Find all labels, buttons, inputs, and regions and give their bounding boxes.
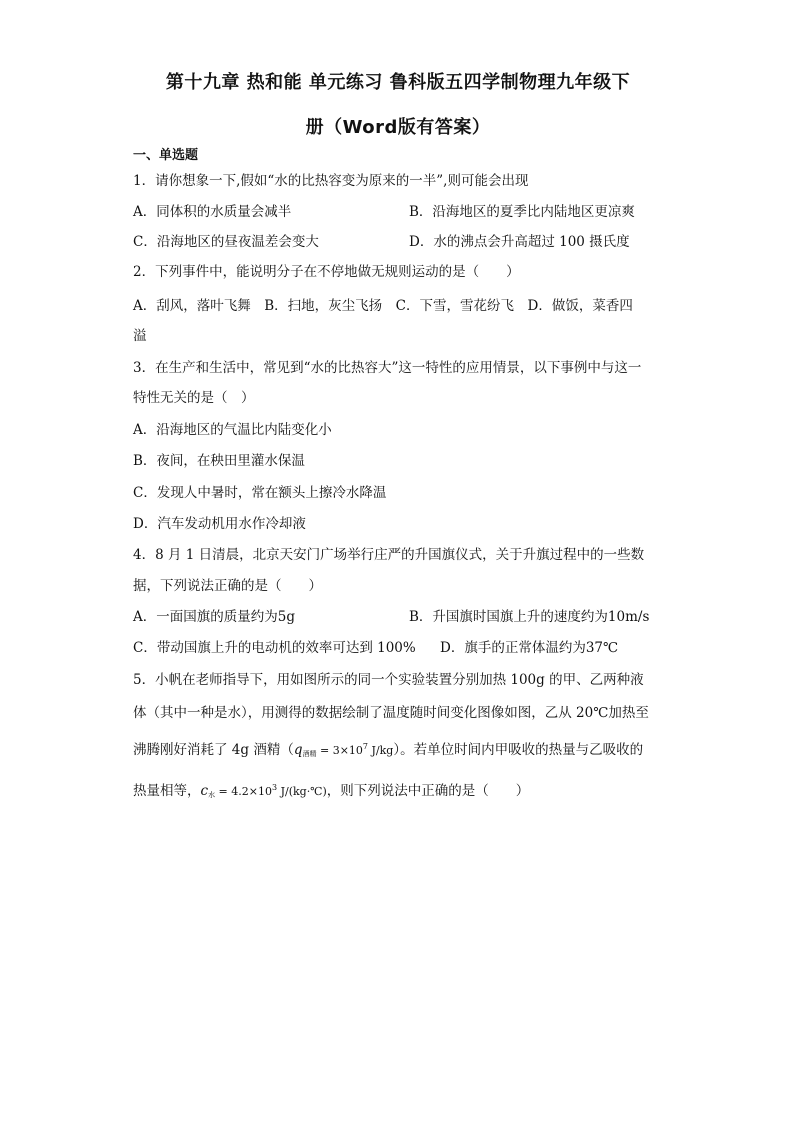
document-title-line-2: 册（Word版有答案）	[305, 117, 491, 138]
question-1-option-d: D．水的沸点会升高超过 100 摄氏度	[409, 234, 630, 250]
specific-heat-symbol: c	[200, 783, 209, 799]
question-4-option-b-text: B．升国旗时国旗上升的速度约为	[409, 609, 608, 625]
question-3-option-c: C．发现人中暑时，常在额头上擦冷水降温	[133, 485, 387, 501]
specific-heat-exponent: 3	[271, 783, 278, 792]
question-4-stem-cont: 据，下列说法正确的是（ ）	[133, 578, 322, 594]
question-4-option-a-value: 5g	[277, 609, 295, 625]
question-4-option-b	[409, 607, 649, 627]
question-3-option-d: D．汽车发动机用水作冷却液	[133, 516, 306, 532]
question-4-option-a	[133, 607, 295, 627]
fuel-heat-value-exponent: 7	[362, 742, 369, 751]
fuel-heat-value-equation: = 3×10	[316, 744, 363, 757]
question-4-option-c: C．带动国旗上升的电动机的效率可达到 100%	[133, 640, 416, 656]
question-4-stem: 4．8 月 1 日清晨，北京天安门广场举行庄严的升国旗仪式，关于升旗过程中的一些数	[133, 547, 645, 563]
question-1-option-a: A．同体积的水质量会减半	[133, 204, 292, 220]
question-5-line-4	[133, 778, 529, 805]
section-heading: 一、单选题	[133, 148, 199, 163]
question-4-option-d-value: 37℃	[585, 640, 619, 656]
question-1-stem: 1．请你想象一下,假如“水的比热容变为原来的一半”,则可能会出现	[133, 173, 529, 189]
question-5-line-3-pre: 沸腾刚好消耗了 4g 酒精（	[133, 742, 294, 758]
question-2-options-wrap: 溢	[133, 328, 147, 344]
question-4-option-d	[440, 638, 618, 658]
question-1-option-b: B．沿海地区的夏季比内陆地区更凉爽	[409, 204, 635, 220]
question-5-line-4-pre: 热量相等，	[133, 783, 201, 799]
question-2-options: A．刮风，落叶飞舞 B．扫地，灰尘飞扬 C．下雪，雪花纷飞 D．做饭，菜香四	[133, 298, 633, 314]
question-5-line-4-post: ，则下列说法中正确的是（ ）	[326, 783, 530, 799]
specific-heat-equation: = 4.2×10	[215, 785, 272, 798]
question-5-line-2: 体（其中一种是水），用测得的数据绘制了温度随时间变化图像如图，乙从 20℃加热至	[133, 705, 649, 721]
question-4-option-b-value: 10m/s	[607, 609, 650, 625]
question-4-option-a-text: A．一面国旗的质量约为	[133, 609, 278, 625]
fuel-heat-value-unit: J/kg	[368, 744, 394, 757]
specific-heat-subscript: 水	[208, 791, 216, 799]
fuel-heat-value-subscript: 酒精	[302, 750, 317, 758]
question-3-stem-cont: 特性无关的是（ ）	[133, 390, 255, 406]
question-1-option-c: C．沿海地区的昼夜温差会变大	[133, 234, 319, 250]
question-5-line-1: 5．小帆在老师指导下，用如图所示的同一个实验装置分别加热 100g 的甲、乙两种液	[133, 672, 644, 688]
question-5-line-3	[133, 737, 643, 764]
question-3-option-a: A．沿海地区的气温比内陆变化小	[133, 422, 332, 438]
question-5-line-3-post: ）。若单位时间内甲吸收的热量与乙吸收的	[393, 742, 644, 758]
specific-heat-unit: J/(kg·℃)	[277, 785, 327, 798]
fuel-heat-value-symbol: q	[293, 742, 303, 758]
document-title-line-1: 第十九章 热和能 单元练习 鲁科版五四学制物理九年级下	[165, 72, 631, 93]
question-3-option-b: B．夜间，在秧田里灌水保温	[133, 453, 305, 469]
question-4-option-d-text: D．旗手的正常体温约为	[440, 640, 586, 656]
question-3-stem: 3．在生产和生活中，常见到“水的比热容大”这一特性的应用情景，以下事例中与这一	[133, 360, 642, 376]
question-2-stem: 2．下列事件中，能说明分子在不停地做无规则运动的是（ ）	[133, 264, 520, 280]
